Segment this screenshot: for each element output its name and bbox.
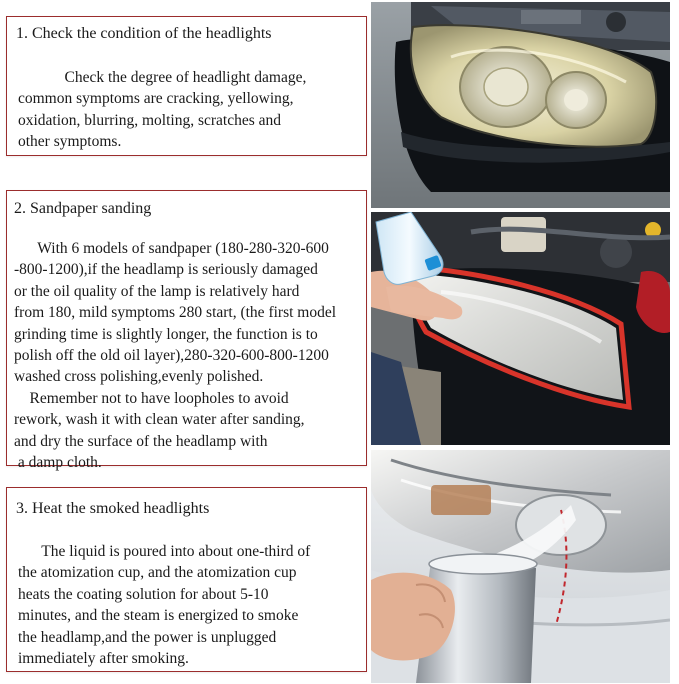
step-2-paragraph-1: With 6 models of sandpaper (180-280-320-600 -800-1200),if the headlamp is seriously damaged or the oil quality of the lamp is relatively hard from 180, mild symptoms 280 start, (the first model grinding time is slightly longer, the function is to polish off the old oil layer),280-320-600-800-1200 washed cross polishing,evenly polished.: [14, 240, 337, 386]
step-2-body: [14, 238, 364, 473]
heating-headlight-photo: [371, 450, 670, 683]
step-2-paragraph-2: Remember not to have loopholes to avoid rework, wash it with clean water after sanding, and dry the surface of the headlamp with a damp cloth.: [14, 389, 305, 472]
step-3-paragraph-1: The liquid is poured into about one-third of the atomization cup, and the atomization cup heats the coating solution for about 5-10 minutes, and the steam is energized to smoke the headlamp,and the power is unplugged immediately after smoking.: [18, 543, 311, 668]
step-1-panel: [6, 16, 367, 156]
step-1-title: 1. Check the condition of the headlights: [16, 25, 272, 42]
step-2-panel: [6, 190, 367, 472]
step-3-body: [18, 541, 363, 669]
step-1-paragraph-1: Check the degree of headlight damage, common symptoms are cracking, yellowing, oxidation, blurring, molting, scratches and other symptoms.: [18, 69, 307, 151]
step-3-title: 3. Heat the smoked headlights: [16, 500, 210, 517]
step-3-panel: [6, 487, 367, 672]
headlight-damage-photo: [371, 2, 670, 208]
sanding-headlight-photo: [371, 212, 670, 445]
step-2-title: 2. Sandpaper sanding: [14, 200, 152, 217]
step-1-body: [18, 67, 363, 153]
